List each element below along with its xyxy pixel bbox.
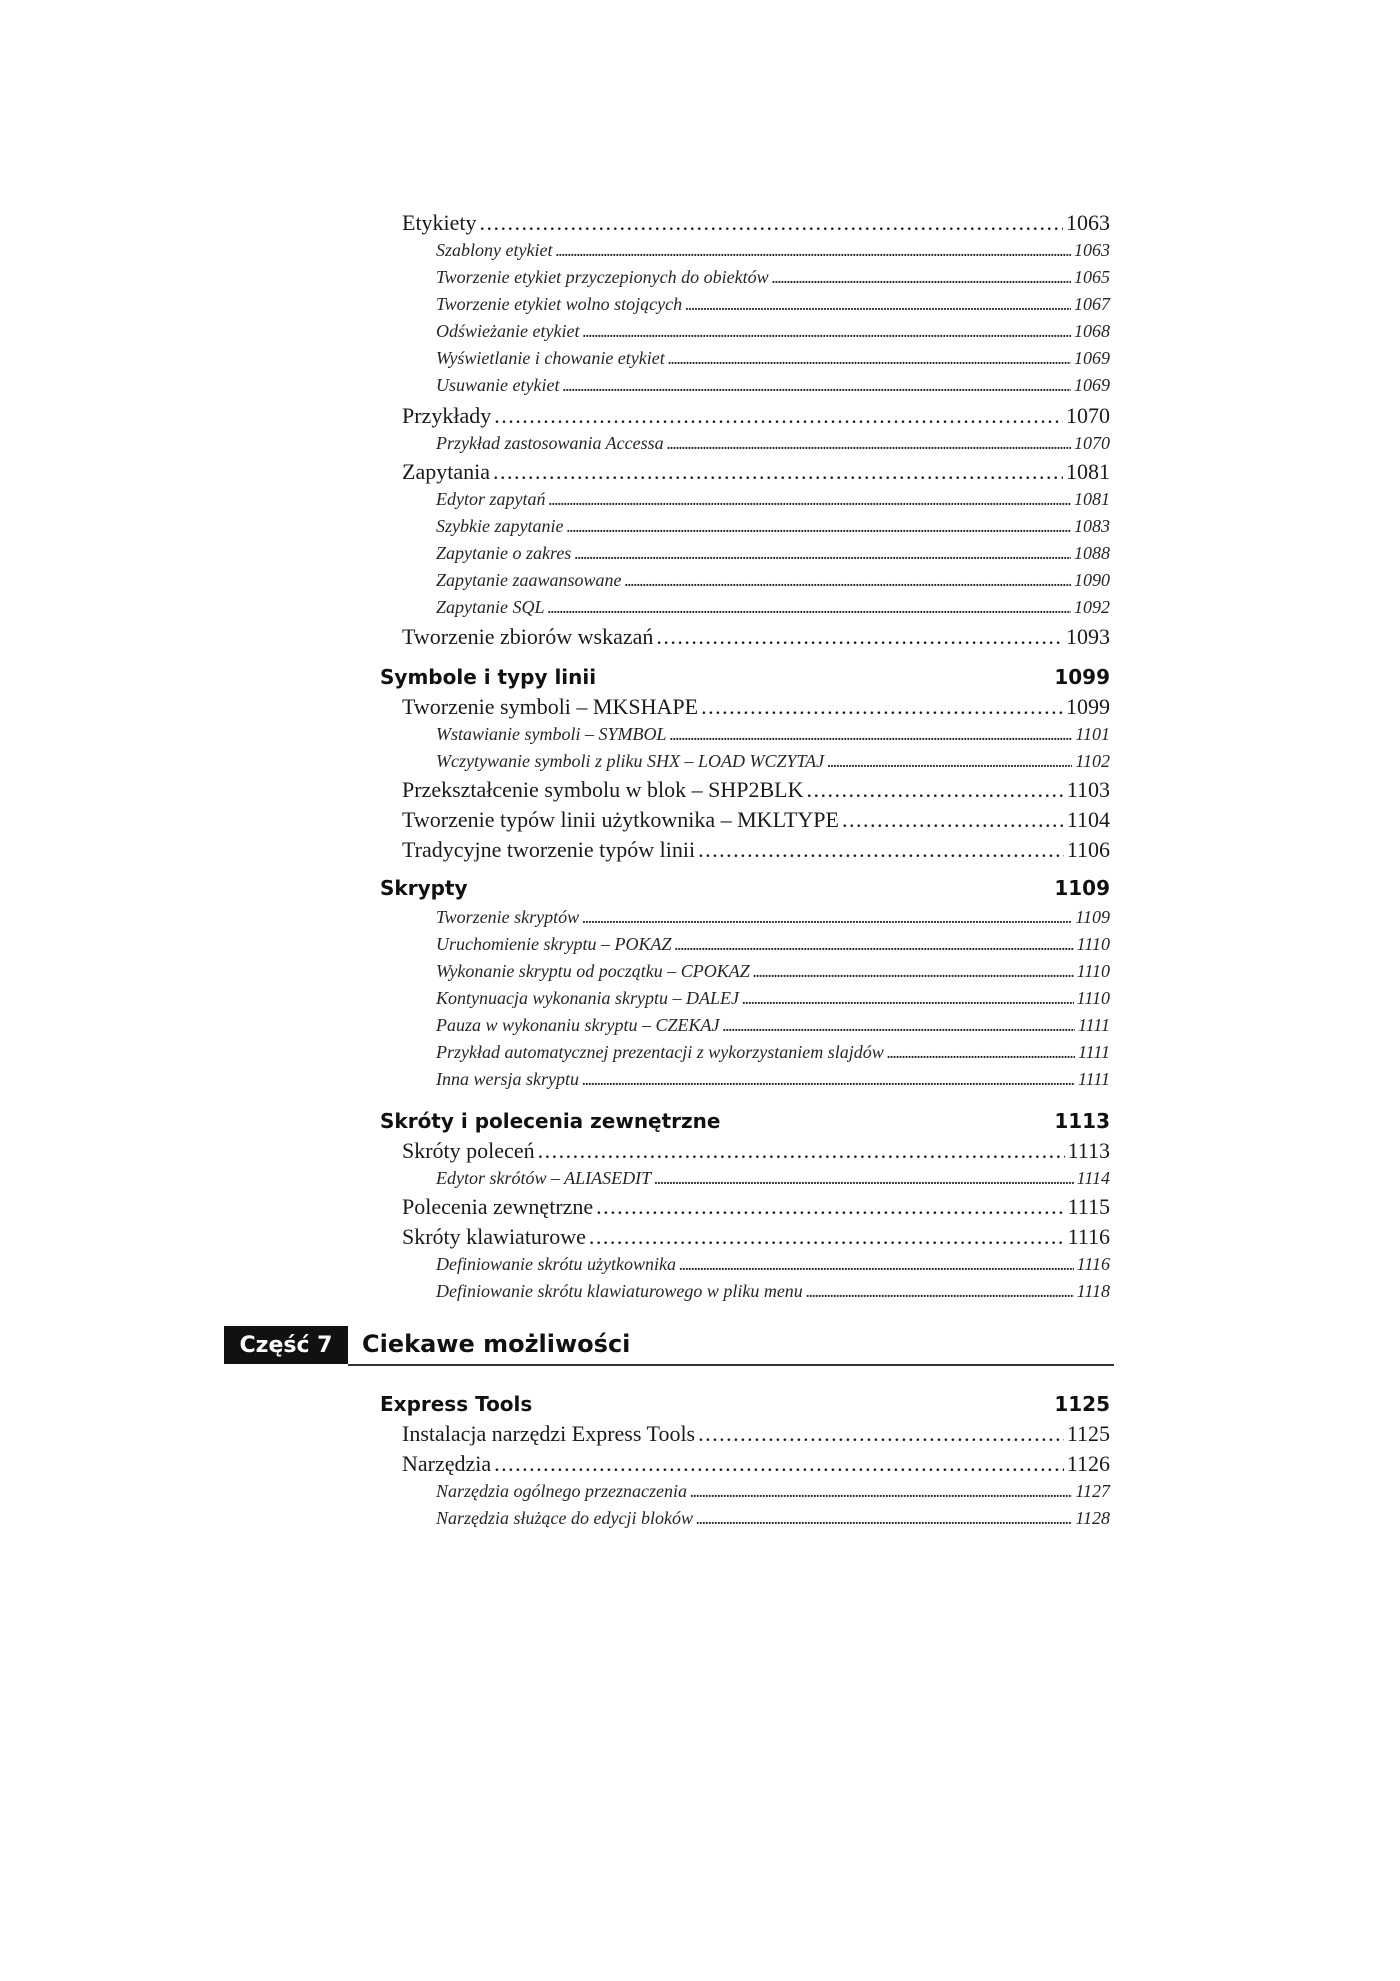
leader-dots [555, 240, 1071, 261]
leader-dots [548, 597, 1071, 618]
entry-title: Usuwanie etykiet [436, 375, 560, 395]
entry-page: 1110 [1076, 934, 1110, 954]
leader-dots [887, 1042, 1075, 1063]
toc-subentry-inna[interactable] [380, 1069, 1110, 1090]
leader-dots [625, 570, 1071, 591]
section-page: 1109 [1054, 876, 1110, 900]
toc-entry-tradycyjne[interactable] [380, 837, 1110, 863]
toc-subentry-wolno[interactable] [380, 294, 1110, 315]
leader-dots [670, 724, 1073, 745]
section-page: 1125 [1054, 1392, 1110, 1416]
entry-title: Etykiety [402, 210, 477, 235]
toc-subentry-czekaj[interactable] [380, 1015, 1110, 1036]
toc-subentry-szybkie[interactable] [380, 516, 1110, 537]
toc-entry-wskazan[interactable] [380, 624, 1110, 650]
toc-subentry-przyczepione[interactable] [380, 267, 1110, 288]
leader-dots [654, 1168, 1074, 1189]
toc-entry-zapytania[interactable] [380, 459, 1110, 485]
entry-page: 1126 [1066, 1451, 1110, 1476]
entry-title: Instalacja narzędzi Express Tools [402, 1421, 696, 1446]
entry-page: 1063 [1066, 210, 1110, 235]
entry-title: Tworzenie typów linii użytkownika – MKLTYPE [402, 807, 839, 832]
leader-dots [668, 348, 1071, 369]
entry-title: Skróty klawiaturowe [402, 1224, 586, 1249]
entry-title: Kontynuacja wykonania skryptu – DALEJ [436, 988, 739, 1008]
entry-page: 1127 [1075, 1481, 1110, 1501]
toc-entry-mkshape[interactable] [380, 694, 1110, 720]
leader-dots [722, 1015, 1075, 1036]
entry-page: 1069 [1074, 375, 1110, 395]
leader-dots [842, 807, 1064, 833]
toc-section-symbole[interactable] [380, 665, 1110, 689]
leader-dots [698, 1421, 1064, 1447]
leader-dots [566, 516, 1071, 537]
leader-dots [698, 837, 1064, 863]
entry-title: Zapytanie o zakres [436, 543, 572, 563]
leader-dots [701, 694, 1063, 720]
leader-dots [827, 751, 1072, 772]
entry-page: 1083 [1074, 516, 1110, 536]
toc-entry-skroty-polecen[interactable] [380, 1138, 1110, 1164]
toc-section-express[interactable] [380, 1392, 1110, 1416]
entry-page: 1110 [1076, 988, 1110, 1008]
toc-subentry-slajdy[interactable] [380, 1042, 1110, 1063]
part-underline [348, 1364, 1114, 1366]
entry-title: Uruchomienie skryptu – POKAZ [436, 934, 672, 954]
part-label: Część 7 [224, 1326, 348, 1364]
toc-entry-shp2blk[interactable] [380, 777, 1110, 803]
section-title: Express Tools [380, 1392, 533, 1416]
toc-subentry-pokaz[interactable] [380, 934, 1110, 955]
entry-title: Wykonanie skryptu od początku – CPOKAZ [436, 961, 750, 981]
entry-page: 1065 [1074, 267, 1110, 287]
toc-subentry-load[interactable] [380, 751, 1110, 772]
toc-subentry-tworzenie-skryptow[interactable] [380, 907, 1110, 928]
entry-page: 1092 [1074, 597, 1110, 617]
entry-page: 1067 [1074, 294, 1110, 314]
entry-page: 1102 [1075, 751, 1110, 771]
leader-dots [742, 988, 1074, 1009]
entry-title: Szablony etykiet [436, 240, 553, 260]
toc-subentry-def-uzytk[interactable] [380, 1254, 1110, 1275]
entry-page: 1101 [1075, 724, 1110, 744]
entry-page: 1090 [1074, 570, 1110, 590]
section-page: 1099 [1054, 665, 1110, 689]
toc-subentry-dalej[interactable] [380, 988, 1110, 1009]
section-page: 1113 [1054, 1109, 1110, 1133]
entry-page: 1118 [1076, 1281, 1110, 1301]
leader-dots [494, 403, 1063, 429]
leader-dots [753, 961, 1074, 982]
entry-page: 1106 [1066, 837, 1110, 862]
leader-dots [493, 459, 1063, 485]
toc-subentry-wyswietlanie[interactable] [380, 348, 1110, 369]
leader-dots [589, 1224, 1065, 1250]
entry-page: 1099 [1066, 694, 1110, 719]
entry-page: 1068 [1074, 321, 1110, 341]
leader-dots [667, 433, 1071, 454]
entry-page: 1111 [1078, 1069, 1110, 1089]
entry-page: 1111 [1078, 1042, 1110, 1062]
entry-title: Tworzenie etykiet wolno stojących [436, 294, 683, 314]
toc-entry-mkltype[interactable] [380, 807, 1110, 833]
entry-title: Przekształcenie symbolu w blok – SHP2BLK [402, 777, 804, 802]
leader-dots [690, 1481, 1072, 1502]
entry-page: 1104 [1066, 807, 1110, 832]
entry-title: Edytor zapytań [436, 489, 546, 509]
toc-subentry-zaawansowane[interactable] [380, 570, 1110, 591]
entry-title: Narzędzia [402, 1451, 492, 1476]
leader-dots [582, 321, 1071, 342]
entry-title: Polecenia zewnętrzne [402, 1194, 594, 1219]
leader-dots [494, 1451, 1064, 1477]
leader-dots [574, 543, 1071, 564]
entry-page: 1093 [1066, 624, 1110, 649]
entry-title: Szybkie zapytanie [436, 516, 564, 536]
toc-section-skrypty[interactable] [380, 876, 1110, 900]
entry-title: Tworzenie zbiorów wskazań [402, 624, 654, 649]
leader-dots [806, 777, 1063, 803]
leader-dots [685, 294, 1071, 315]
entry-page: 1111 [1078, 1015, 1110, 1035]
entry-page: 1116 [1067, 1224, 1110, 1249]
entry-title: Definiowanie skrótu klawiaturowego w pliku menu [436, 1281, 803, 1301]
toc-section-skroty[interactable] [380, 1109, 1110, 1133]
entry-title: Wyświetlanie i chowanie etykiet [436, 348, 665, 368]
leader-dots [582, 907, 1072, 928]
entry-page: 1114 [1076, 1168, 1110, 1188]
toc-entry-narzedzia[interactable] [380, 1451, 1110, 1477]
leader-dots [596, 1194, 1064, 1220]
entry-title: Inna wersja skryptu [436, 1069, 579, 1089]
entry-page: 1128 [1075, 1508, 1110, 1528]
entry-title: Pauza w wykonaniu skryptu – CZEKAJ [436, 1015, 720, 1035]
toc-subentry-sql[interactable] [380, 597, 1110, 618]
entry-page: 1081 [1066, 459, 1110, 484]
toc-subentry-edytor-zapytan[interactable] [380, 489, 1110, 510]
entry-title: Wstawianie symboli – SYMBOL [436, 724, 667, 744]
entry-title: Narzędzia ogólnego przeznaczenia [436, 1481, 687, 1501]
entry-page: 1109 [1075, 907, 1110, 927]
entry-title: Tworzenie etykiet przyczepionych do obiektów [436, 267, 769, 287]
section-title: Skróty i polecenia zewnętrzne [380, 1109, 721, 1133]
leader-dots [549, 489, 1072, 510]
entry-page: 1088 [1074, 543, 1110, 563]
toc-subentry-aliasedit[interactable] [380, 1168, 1110, 1189]
entry-title: Narzędzia służące do edycji bloków [436, 1508, 693, 1528]
entry-title: Skróty poleceń [402, 1138, 535, 1163]
entry-title: Tradycyjne tworzenie typów linii [402, 837, 696, 862]
entry-page: 1110 [1076, 961, 1110, 981]
leader-dots [806, 1281, 1074, 1302]
entry-page: 1115 [1067, 1194, 1110, 1219]
leader-dots [562, 375, 1071, 396]
entry-page: 1069 [1074, 348, 1110, 368]
entry-title: Przykład automatycznej prezentacji z wykorzystaniem slajdów [436, 1042, 884, 1062]
entry-title: Zapytanie SQL [436, 597, 545, 617]
leader-dots [480, 210, 1063, 236]
entry-title: Zapytania [402, 459, 490, 484]
entry-title: Odświeżanie etykiet [436, 321, 580, 341]
part-title: Ciekawe możliwości [362, 1330, 631, 1358]
leader-dots [679, 1254, 1074, 1275]
toc-subentry-szablony[interactable] [380, 240, 1110, 261]
entry-page: 1116 [1076, 1254, 1110, 1274]
leader-dots [582, 1069, 1075, 1090]
toc-entry-polecenia-zewn[interactable] [380, 1194, 1110, 1220]
leader-dots [674, 934, 1073, 955]
entry-page: 1070 [1066, 403, 1110, 428]
entry-page: 1113 [1067, 1138, 1110, 1163]
entry-page: 1070 [1074, 433, 1110, 453]
leader-dots [696, 1508, 1072, 1529]
toc-subentry-usuwanie[interactable] [380, 375, 1110, 396]
entry-title: Zapytanie zaawansowane [436, 570, 622, 590]
toc-subentry-ogolne[interactable] [380, 1481, 1110, 1502]
section-title: Skrypty [380, 876, 468, 900]
toc-entry-przyklady[interactable] [380, 403, 1110, 429]
entry-title: Definiowanie skrótu użytkownika [436, 1254, 676, 1274]
part-header[interactable] [224, 1326, 1114, 1364]
toc-subentry-symbol[interactable] [380, 724, 1110, 745]
section-title: Symbole i typy linii [380, 665, 597, 689]
entry-title: Przykład zastosowania Accessa [436, 433, 664, 453]
entry-page: 1081 [1074, 489, 1110, 509]
toc-subentry-odswiezanie[interactable] [380, 321, 1110, 342]
entry-page: 1103 [1066, 777, 1110, 802]
leader-dots [538, 1138, 1065, 1164]
entry-title: Tworzenie symboli – MKSHAPE [402, 694, 699, 719]
toc-subentry-przyklad-accessa[interactable] [380, 433, 1110, 454]
toc-entry-etykiety[interactable] [380, 210, 1110, 236]
entry-title: Tworzenie skryptów [436, 907, 580, 927]
entry-page: 1063 [1074, 240, 1110, 260]
entry-title: Przykłady [402, 403, 492, 428]
toc-subentry-bloki[interactable] [380, 1508, 1110, 1529]
leader-dots [772, 267, 1071, 288]
toc-subentry-zakres[interactable] [380, 543, 1110, 564]
entry-page: 1125 [1066, 1421, 1110, 1446]
toc-entry-instalacja[interactable] [380, 1421, 1110, 1447]
entry-title: Edytor skrótów – ALIASEDIT [436, 1168, 652, 1188]
leader-dots [656, 624, 1063, 650]
toc-entry-skroty-klaw[interactable] [380, 1224, 1110, 1250]
entry-title: Wczytywanie symboli z pliku SHX – LOAD WCZYTAJ [436, 751, 825, 771]
toc-subentry-cpokaz[interactable] [380, 961, 1110, 982]
toc-subentry-def-menu[interactable] [380, 1281, 1110, 1302]
